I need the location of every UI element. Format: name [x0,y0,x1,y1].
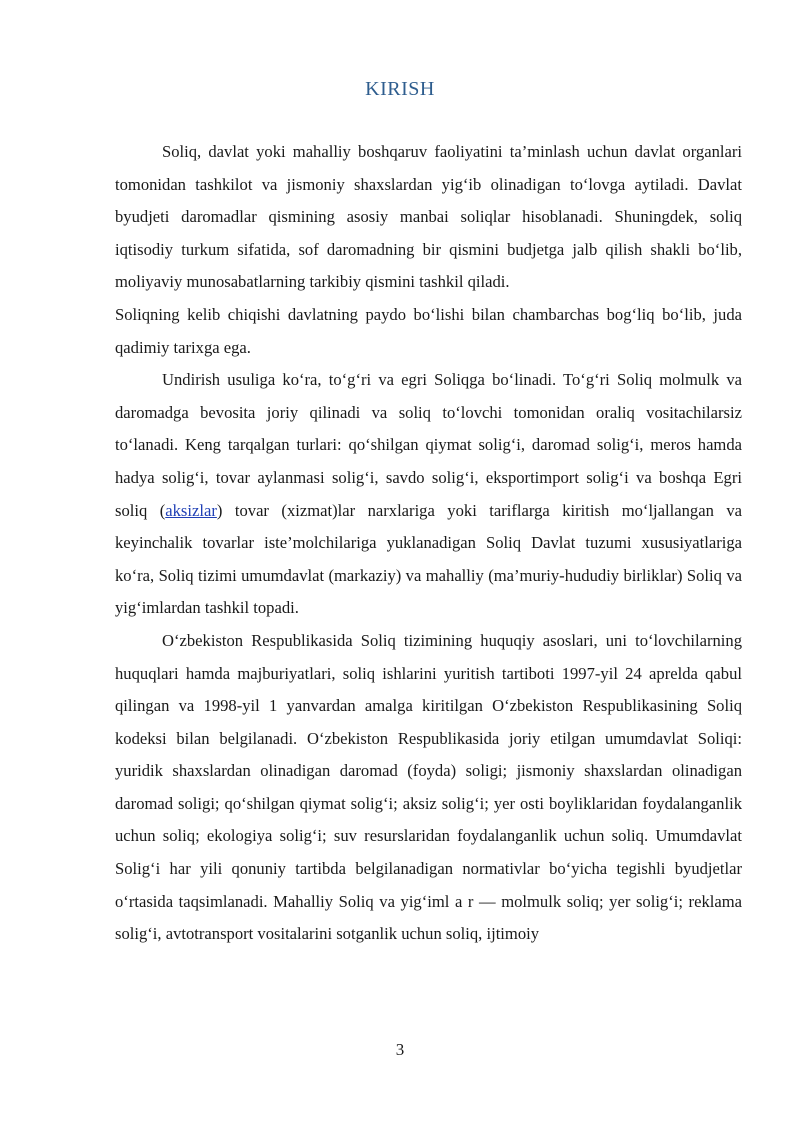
aksizlar-link[interactable]: aksizlar [165,500,217,520]
paragraph-4: O‘zbekiston Respublikasida Soliq tizimining huquqiy asoslari, uni to‘lovchilarning huquqlari hamda majburiyatlari, soliq ishlarini yuritish tartiboti 1997-yil 24 aprelda qabul qilingan va 1998-yil 1 yanvardan amalga kiritilgan O‘zbekiston Respublikasining Soliq kodeksi bilan belgilanadi. O‘zbekiston Respublikasida joriy etilgan umumdavlat Soliqi: yuridik shaxslardan olinadigan daromad (foyda) soligi; jismoniy shaxslardan olinadigan daromad soligi; qo‘shilgan qiymat solig‘i; aksiz solig‘i; yer osti boyliklaridan foydalanganlik uchun soliq; ekologiya solig‘i; suv resurslaridan foydalanganlik uchun soliq. Umumdavlat Solig‘i har yili qonuniy tartibda belgilanadigan normativlar bo‘yicha tegishli byudjetlar o‘rtasida taqsimlanadi. Mahalliy Soliq va yig‘iml a r — molmulk soliq; yer solig‘i; reklama solig‘i, avtotransport vositalarini sotganlik uchun soliq, ijtimoiy [115,630,742,944]
page-title: KIRISH [365,78,435,100]
paragraph-3-text-end: ) tovar (xizmat)lar narxlariga yoki tariflarga kiritish mo‘ljallangan va keyinchalik tovarlar iste’molchilariga yuklanadigan Soliq Davlat tuzumi xususiyatlariga ko‘ra, Soliq tizimi umumdavlat (markaziy) va mahalliy (ma’muriy-hududiy birliklar) Soliq va yig‘imlardan tashkil topadi. [115,500,742,618]
page-number: 3 [395,1040,405,1059]
paragraph-3-text-start: Undirish usuliga ko‘ra, to‘g‘ri va egri Soliqga bo‘linadi. To‘g‘ri Soliq molmulk va daromadga bevosita joriy qilinadi va soliq to‘lovchi tomonidan oraliq vositachilarsiz to‘lanadi. Keng tarqalgan turlari: qo‘shilgan qiymat solig‘i, daromad solig‘i, meros hamda hadya solig‘i, tovar aylanmasi solig‘i, savdo solig‘i, eksportimport solig‘i va boshqa Egri soliq ( [115,370,742,520]
paragraph-1: Soliq, davlat yoki mahalliy boshqaruv faoliyatini ta’minlash uchun davlat organlari tomonidan tashkilot va jismoniy shaxslardan yig‘ib olinadigan to‘lovga aytiladi. Davlat byudjeti daromadlar qismining asosiy manbai soliqlar hisoblanadi. Shuningdek, soliq iqtisodiy turkum sifatida, sof daromadning bir qismini budjetga jalb qilish shakli bo‘lib, moliyaviy munosabatlarning tarkibiy qismini tashkil qiladi. [115,142,742,292]
paragraph-3 [115,364,742,625]
document-body [115,136,742,951]
paragraph-2: Soliqning kelib chiqishi davlatning paydo bo‘lishi bilan chambarchas bog‘liq bo‘lib, juda qadimiy tarixga ega. [115,304,742,357]
